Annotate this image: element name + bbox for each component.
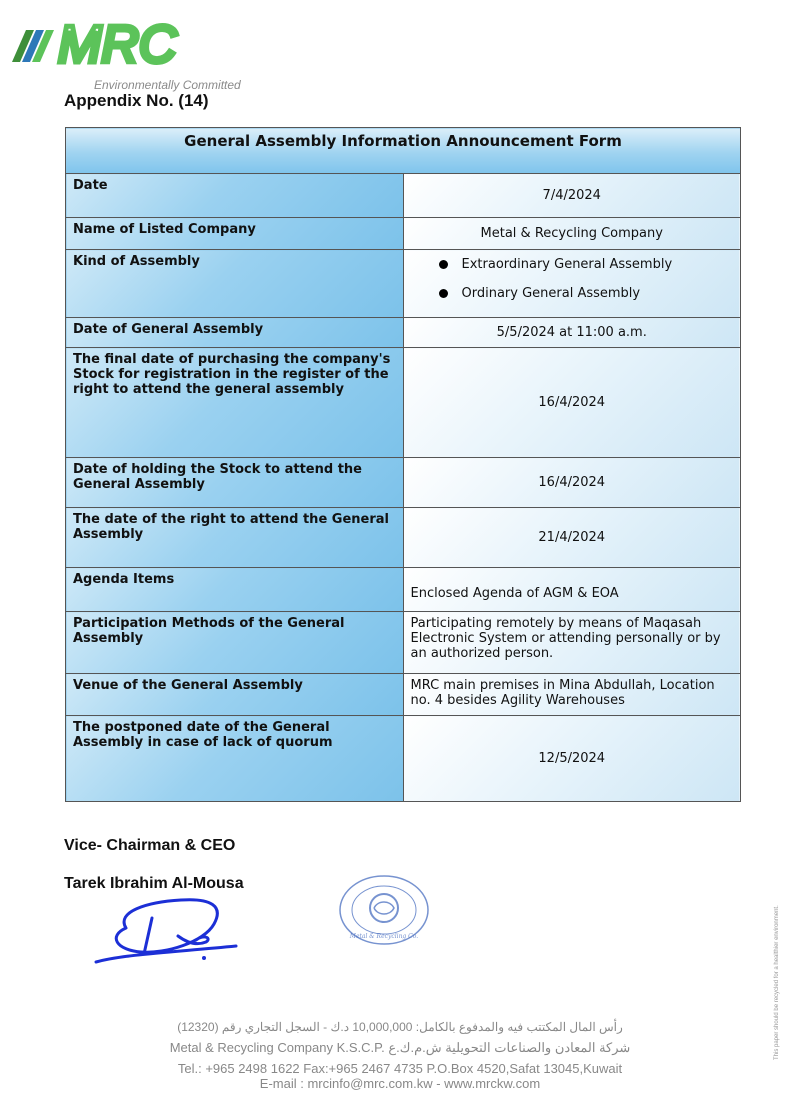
bullet-icon [439, 260, 448, 269]
handwritten-signature [86, 888, 256, 968]
right-to-attend-date-value: 21/4/2024 [403, 508, 741, 568]
recycle-side-note: This paper should be recycled for a healthier environment. [774, 905, 780, 1060]
company-logo [12, 14, 252, 94]
postponed-date-value: 12/5/2024 [403, 716, 741, 802]
date-value: 7/4/2024 [403, 174, 741, 218]
svg-text:Metal & Recycling Co.: Metal & Recycling Co. [349, 933, 419, 940]
assembly-kind-ordinary: Ordinary General Assembly [461, 286, 641, 301]
holding-date-value: 16/4/2024 [403, 458, 741, 508]
venue-value: MRC main premises in Mina Abdullah, Location no. 4 besides Agility Warehouses [403, 674, 741, 716]
footer-company-line: Metal & Recycling Company K.S.C.P. شركة المعادن والصناعات التحويلية ش.م.ك.ع [169, 1040, 631, 1055]
bullet-icon [439, 289, 448, 298]
holding-date-label: Date of holding the Stock to attend the General Assembly [66, 458, 404, 508]
participation-methods-label: Participation Methods of the General Assembly [66, 612, 404, 674]
agenda-items-value: Enclosed Agenda of AGM & EOA [403, 568, 741, 612]
company-seal [334, 872, 434, 952]
footer-contact-line: Tel.: +965 2498 1622 Fax:+965 2467 4735 P.O.Box 4520,Safat 13045,Kuwait [177, 1061, 623, 1076]
logo-tagline: Environmentally Committed [94, 78, 241, 92]
footer-web-line: E-mail : mrcinfo@mrc.com.kw - www.mrckw.com [259, 1076, 541, 1091]
appendix-number: Appendix No. (14) [64, 91, 209, 110]
signatory-name: Tarek Ibrahim Al-Mousa [64, 875, 244, 892]
footer-capital-line: رأس المال المكتتب فيه والمدفوع بالكامل: 10,000,000 د.ك - السجل التجاري رقم (12320) [177, 1020, 623, 1034]
final-purchase-date-value: 16/4/2024 [403, 348, 741, 458]
agenda-items-label: Agenda Items [66, 568, 404, 612]
assembly-kind-extraordinary: Extraordinary General Assembly [461, 257, 673, 272]
kind-of-assembly-label: Kind of Assembly [66, 250, 404, 318]
announcement-form-table [65, 127, 741, 802]
final-purchase-date-label: The final date of purchasing the company's Stock for registration in the register of the right to attend the general assembly [66, 348, 404, 458]
date-label: Date [66, 174, 404, 218]
svg-text:MRC: MRC [58, 16, 177, 74]
assembly-kind-item [439, 257, 734, 272]
participation-methods-value: Participating remotely by means of Maqasah Electronic System or attending personally or by an authorized person. [403, 612, 741, 674]
form-title: General Assembly Information Announcement Form [66, 128, 741, 174]
assembly-kind-item [439, 286, 734, 301]
ga-date-label: Date of General Assembly [66, 318, 404, 348]
company-name-value: Metal & Recycling Company [403, 218, 741, 250]
mrc-logo-mark [12, 14, 252, 76]
right-to-attend-date-label: The date of the right to attend the General Assembly [66, 508, 404, 568]
ga-date-value: 5/5/2024 at 11:00 a.m. [403, 318, 741, 348]
company-name-label: Name of Listed Company [66, 218, 404, 250]
signatory-title: Vice- Chairman & CEO [64, 837, 236, 854]
venue-label: Venue of the General Assembly [66, 674, 404, 716]
postponed-date-label: The postponed date of the General Assembly in case of lack of quorum [66, 716, 404, 802]
kind-of-assembly-value [403, 250, 741, 318]
